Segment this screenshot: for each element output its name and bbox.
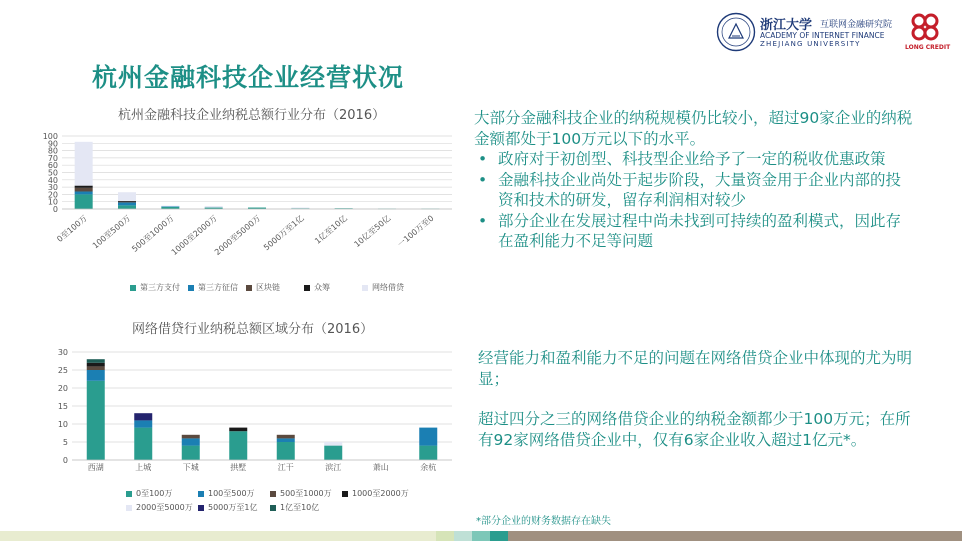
logo-area <box>716 12 956 56</box>
chart1-title: 杭州金融科技企业纳税总额行业分布（2016） <box>118 108 386 123</box>
legend-label: 5000万至1亿 <box>208 503 258 512</box>
y-tick-label: 100 <box>42 132 58 141</box>
bottom-decor-bar <box>0 531 962 541</box>
legend-swatch <box>126 505 132 511</box>
p2p-paragraph-1: 经营能力和盈利能力不足的问题在网络借贷企业中体现的尤为明显； <box>478 349 913 388</box>
zju-name-cn: 浙江大学 <box>760 18 813 33</box>
bar-segment <box>75 188 93 192</box>
y-tick-label: 10 <box>57 420 68 429</box>
x-tick-label: 萧山 <box>372 463 389 472</box>
bar-segment <box>277 438 295 442</box>
legend-item <box>126 488 172 499</box>
bar-segment <box>118 201 136 202</box>
x-tick-label: 5000万至1亿 <box>261 213 306 253</box>
x-tick-label: 1000至2000万 <box>169 213 219 257</box>
x-tick-label: 西湖 <box>87 463 104 472</box>
bottom-bar-segment <box>508 531 962 541</box>
y-tick-label: 20 <box>57 384 68 393</box>
bar-segment <box>75 191 93 194</box>
bar-segment <box>419 428 437 446</box>
bar-segment <box>277 435 295 439</box>
bottom-bar-segment <box>490 531 508 541</box>
x-tick-label: 0至100万 <box>55 213 89 244</box>
legend-label: 第三方支付 <box>140 283 180 292</box>
y-tick-label: 20 <box>47 190 58 200</box>
bar-segment <box>87 366 105 370</box>
legend-item <box>246 282 280 293</box>
y-tick-label: 50 <box>47 168 58 178</box>
legend-label: 1亿至10亿 <box>280 503 320 512</box>
y-tick-label: 15 <box>57 402 68 411</box>
bar-segment <box>182 446 200 460</box>
y-tick-label: 60 <box>47 161 58 171</box>
bottom-bar-segment <box>454 531 472 541</box>
bar-segment <box>324 446 342 460</box>
legend-label: 500至1000万 <box>280 489 332 498</box>
y-tick-label: 40 <box>47 175 58 185</box>
institute-name-en: ACADEMY OF INTERNET FINANCE <box>760 31 885 40</box>
bar-segment <box>87 370 105 381</box>
y-tick-label: 0 <box>52 205 58 214</box>
x-tick-label: 余杭 <box>420 463 437 472</box>
x-tick-label: 滨江 <box>325 463 342 472</box>
bar-segment <box>134 420 152 427</box>
legend-swatch <box>342 491 348 497</box>
bar-segment <box>229 431 247 460</box>
y-tick-label: 30 <box>57 348 68 357</box>
bar-segment <box>118 205 136 209</box>
bar-segment <box>229 428 247 432</box>
tax-by-industry-chart <box>30 128 470 278</box>
chart1-legend <box>130 282 430 294</box>
bar-segment <box>87 363 105 367</box>
x-tick-label: 500至1000万 <box>130 213 176 254</box>
legend-label: 区块链 <box>256 283 280 292</box>
right-text-block-1 <box>474 108 914 252</box>
legend-item <box>198 502 257 513</box>
legend-label: 网络借贷 <box>372 283 404 292</box>
legend-item <box>304 282 330 293</box>
bar-segment <box>87 359 105 363</box>
bar-segment <box>87 381 105 460</box>
legend-swatch <box>198 491 204 497</box>
legend-item <box>270 488 332 499</box>
bar-segment <box>134 413 152 420</box>
legend-item <box>130 282 180 293</box>
x-tick-label: 100至500万 <box>90 213 133 251</box>
bar-segment <box>118 192 136 201</box>
bar-segment <box>182 435 200 439</box>
legend-label: 众筹 <box>314 283 330 292</box>
zju-seal-icon <box>716 12 756 52</box>
p2p-tax-by-district-chart <box>50 346 470 480</box>
legend-label: 100至500万 <box>208 489 255 498</box>
long-credit-name: LONG CREDIT <box>905 44 951 51</box>
bar-segment <box>419 446 437 460</box>
bar-segment <box>324 442 342 446</box>
chart2-legend <box>126 488 436 528</box>
bar-segment <box>182 438 200 445</box>
y-tick-label: 5 <box>62 438 68 447</box>
x-tick-label: 1亿至10亿 <box>313 213 349 246</box>
y-tick-label: 30 <box>47 183 58 193</box>
bar-segment <box>161 206 179 207</box>
legend-item <box>126 502 193 513</box>
y-tick-label: 10 <box>47 197 58 207</box>
reason-item: • 部分企业在发展过程中尚未找到可持续的盈利模式，因此存在盈利能力不足等问题 <box>474 211 914 252</box>
bar-segment <box>118 202 136 205</box>
x-tick-label: 拱墅 <box>230 463 247 472</box>
bar-segment <box>277 442 295 460</box>
y-tick-label: 70 <box>47 153 58 163</box>
footnote: *部分企业的财务数据存在缺失 <box>476 516 611 527</box>
legend-label: 1000至2000万 <box>352 489 409 498</box>
bottom-bar-segment <box>472 531 490 541</box>
reason-item: • 政府对于初创型、科技型企业给予了一定的税收优惠政策 <box>474 149 914 170</box>
bar-segment <box>205 206 223 207</box>
legend-swatch <box>362 285 368 291</box>
reason-list <box>474 149 914 252</box>
bar-segment <box>75 142 93 186</box>
bar-segment <box>118 202 136 203</box>
x-tick-label: 下城 <box>182 463 199 472</box>
chart2-title: 网络借贷行业纳税总额区域分布（2016） <box>132 322 374 337</box>
legend-swatch <box>198 505 204 511</box>
legend-label: 0至100万 <box>136 489 173 498</box>
bottom-bar-segment <box>436 531 454 541</box>
legend-item <box>362 282 404 293</box>
university-name-en: ZHEJIANG UNIVERSITY <box>760 40 861 48</box>
institute-name: 互联网金融研究院 <box>820 20 893 30</box>
legend-label: 第三方征信 <box>198 283 238 292</box>
y-tick-label: 25 <box>57 366 68 375</box>
legend-swatch <box>130 285 136 291</box>
x-tick-label: 江干 <box>277 463 294 472</box>
legend-swatch <box>246 285 252 291</box>
bar-segment <box>75 186 93 188</box>
bottom-bar-segment <box>0 531 436 541</box>
bar-segment <box>291 208 309 209</box>
y-tick-label: 0 <box>62 456 68 465</box>
x-tick-label: 2000至5000万 <box>213 213 263 257</box>
bar-segment <box>161 206 179 207</box>
x-tick-label: 上城 <box>135 463 152 472</box>
intro-paragraph: 大部分金融科技企业的纳税规模仍比较小，超过90家企业的纳税金额都处于100万元以下的水平。 <box>474 109 913 148</box>
slide-title: 杭州金融科技企业经营状况 <box>92 63 405 92</box>
legend-label: 2000至5000万 <box>136 503 193 512</box>
x-tick-label: 10亿至50亿 <box>352 213 393 250</box>
legend-item <box>188 282 238 293</box>
legend-swatch <box>304 285 310 291</box>
legend-swatch <box>270 505 276 511</box>
bar-segment <box>134 428 152 460</box>
bar-segment <box>75 194 93 209</box>
long-credit-logo-icon <box>908 12 942 42</box>
legend-item <box>342 488 409 499</box>
legend-item <box>270 502 319 513</box>
reason-item: • 金融科技企业尚处于起步阶段，大量资金用于企业内部的投资和技术的研发，留存利润相对较少 <box>474 170 914 211</box>
legend-item <box>198 488 255 499</box>
x-tick-label: 一100万至0 <box>395 213 436 250</box>
right-text-block-2 <box>478 348 926 450</box>
y-tick-label: 90 <box>47 139 58 149</box>
legend-swatch <box>188 285 194 291</box>
y-tick-label: 80 <box>47 146 58 156</box>
legend-swatch <box>126 491 132 497</box>
legend-swatch <box>270 491 276 497</box>
p2p-paragraph-2: 超过四分之三的网络借贷企业的纳税金额都少于100万元；在所有92家网络借贷企业中，仅有6家企业收入超过1亿元*。 <box>478 410 911 449</box>
